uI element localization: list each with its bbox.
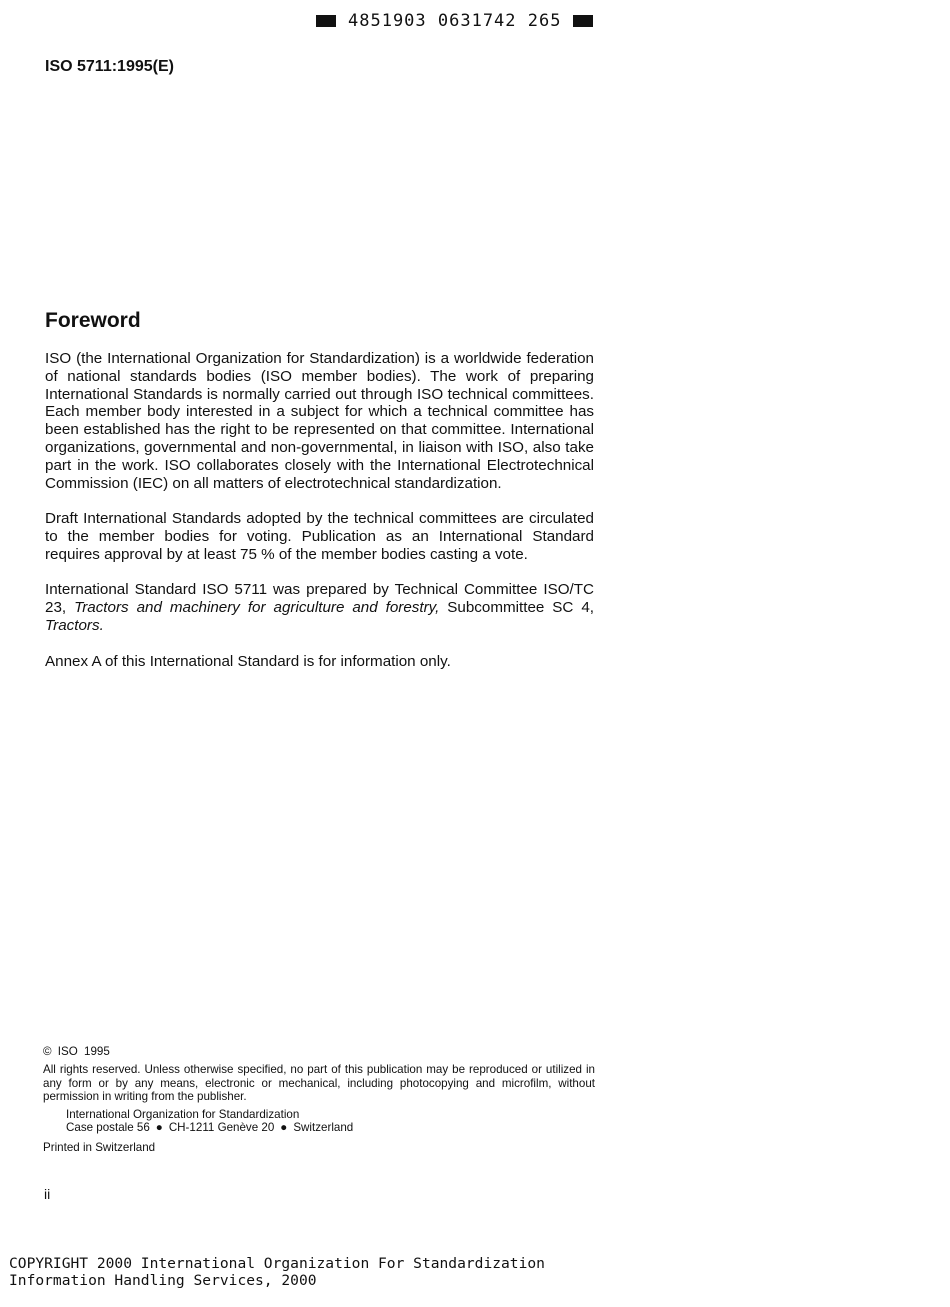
publisher-address bbox=[66, 1108, 595, 1135]
foreword-paragraph-1: ISO (the International Organization for Standardization) is a worldwide federation of national standards bodies (ISO member bodies). The work of preparing International Standards is normally carried out through ISO technical committees. Each member body interested in a subject for which a technical committee has been established has the right to be represented on that committee. International organizations, governmental and non-governmental, in liaison with ISO, also take part in the work. ISO collaborates closely with the International Electrotechnical Commission (IEC) on all matters of electrotechnical standardization. bbox=[45, 350, 594, 492]
prepared-by-prefix: International Standard ISO 5711 was prepared by Technical Committee ISO/TC 23, bbox=[45, 581, 594, 617]
annex-note: Annex A of this International Standard is for information only. bbox=[45, 652, 451, 670]
publisher-address-line bbox=[66, 1121, 595, 1134]
subcommittee-title: Tractors. bbox=[45, 616, 104, 634]
address-postal: Case postale 56 bbox=[66, 1121, 150, 1135]
address-city: CH-1211 Genève 20 bbox=[168, 1121, 275, 1135]
barcode-block-left bbox=[316, 15, 336, 27]
footer-line-1: COPYRIGHT 2000 International Organization For Standardization bbox=[9, 1255, 545, 1272]
foreword-heading: Foreword bbox=[45, 309, 141, 332]
foreword-paragraph-3 bbox=[45, 581, 594, 634]
publisher-organization: International Organization for Standardization bbox=[66, 1108, 300, 1122]
address-country: Switzerland bbox=[293, 1121, 354, 1135]
copyright-owner: ISO bbox=[57, 1045, 78, 1058]
footer-line-2: Information Handling Services, 2000 bbox=[9, 1272, 317, 1289]
barcode-strip bbox=[316, 11, 593, 31]
foreword-paragraph-2: Draft International Standards adopted by the technical committees are circulated to the member bodies for voting. Publication as an International Standard requires approval by at least 75 % of the member bodies casting a vote. bbox=[45, 510, 594, 563]
bullet-separator: ● bbox=[280, 1121, 288, 1135]
copyright-block bbox=[43, 1045, 595, 1154]
rights-notice: All rights reserved. Unless otherwise specified, no part of this publication may be reproduced or utilized in any form or by any means, electronic or mechanical, including photocopying and microfilm, without permission in writing from the publisher. bbox=[43, 1063, 595, 1103]
barcode-number: 4851903 0631742 265 bbox=[348, 11, 562, 31]
foreword-body bbox=[45, 350, 594, 688]
bullet-separator: ● bbox=[155, 1121, 163, 1135]
copyright-line bbox=[43, 1045, 595, 1058]
prepared-by-middle: Subcommittee SC 4, bbox=[439, 599, 594, 617]
printed-in: Printed in Switzerland bbox=[43, 1140, 156, 1154]
committee-title: Tractors and machinery for agriculture and forestry, bbox=[74, 599, 440, 617]
barcode-block-right bbox=[573, 15, 593, 27]
copyright-year: 1995 bbox=[84, 1045, 110, 1058]
document-id: ISO 5711:1995(E) bbox=[45, 58, 174, 75]
page-number: ii bbox=[44, 1186, 51, 1202]
copyright-footer bbox=[9, 1255, 545, 1289]
copyright-symbol: © bbox=[43, 1045, 52, 1058]
